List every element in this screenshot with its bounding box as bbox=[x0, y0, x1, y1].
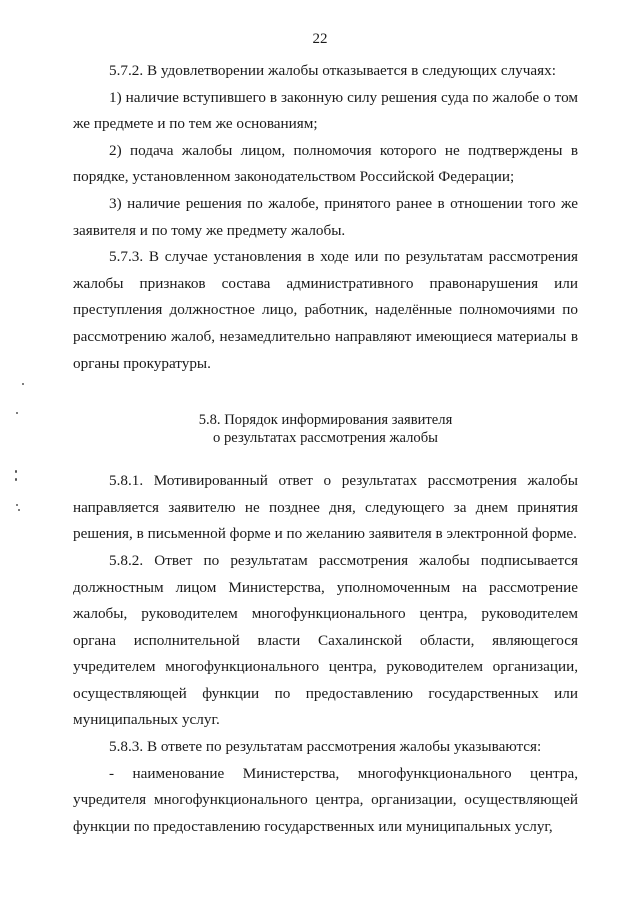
scan-speck bbox=[22, 383, 24, 385]
paragraph-5-8-3: 5.8.3. В ответе по результатам рассмотрения жалобы указываются: bbox=[109, 738, 542, 756]
document-body bbox=[73, 58, 578, 840]
scan-speck bbox=[18, 509, 20, 511]
scan-speck bbox=[16, 412, 18, 414]
section-heading-line-1: 5.8. Порядок информирования заявителя bbox=[198, 412, 453, 429]
scan-speck bbox=[15, 470, 17, 473]
list-item-2: 2) подача жалобы лицом, полномочия которого не подтверждены в порядке, установленном законодательством Российской Федерации; bbox=[73, 141, 578, 186]
paragraph-5-8-1: 5.8.1. Мотивированный ответ о результатах рассмотрения жалобы направляется заявителю не позднее дня, следующего за днем принятия решения, в письменной форме и по желанию заявителя в электронной форме. bbox=[73, 472, 578, 543]
section-heading-line-2: о результатах рассмотрения жалобы bbox=[213, 430, 438, 447]
paragraph-5-7-2: 5.7.2. В удовлетворении жалобы отказывается в следующих случаях: bbox=[109, 62, 556, 79]
section-heading-5-8 bbox=[73, 411, 578, 447]
scan-speck bbox=[16, 504, 18, 506]
paragraph-5-7-3: 5.7.3. В случае установления в ходе или по результатам рассмотрения жалобы признаков состава административного правонарушения или преступления должностное лицо, работник, наделённые полномочиями по рассмотрению жалоб, незамедлительно направляют имеющиеся материалы в органы прокуратуры. bbox=[73, 248, 578, 372]
page-number: 22 bbox=[312, 31, 328, 47]
scan-speck bbox=[15, 478, 17, 481]
list-item-1: 1) наличие вступившего в законную силу решения суда по жалобе о том же предмете и по тем же основаниям; bbox=[73, 88, 578, 133]
dash-list-item: - наименование Министерства, многофункционального центра, учредителя многофункционального центра, организации, осуществляющей функции по предоставлению государственных или муниципальных услуг, bbox=[73, 764, 578, 835]
paragraph-5-8-2: 5.8.2. Ответ по результатам рассмотрения жалобы подписывается должностным лицом Министерства, уполномоченным на рассмотрение жалобы, руководителем многофункционального центра, руководителем органа исполнительной власти Сахалинской области, являющегося учредителем многофункционального центра, руководителем организации, осуществляющей функции по предоставлению государственных или муниципальных услуг. bbox=[73, 551, 578, 729]
list-item-3: 3) наличие решения по жалобе, принятого ранее в отношении того же заявителя и по тому же предмету жалобы. bbox=[73, 194, 578, 239]
